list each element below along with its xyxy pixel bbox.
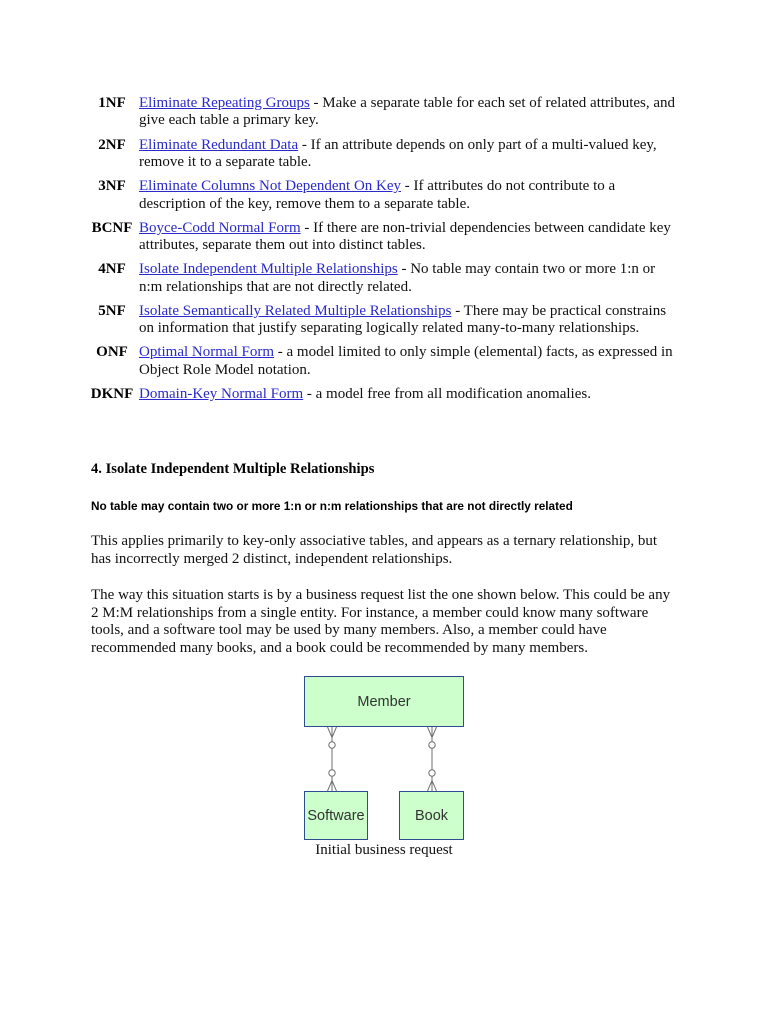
normal-form-definition (139, 386, 679, 403)
normal-form-link[interactable]: Domain-Key Normal Form (139, 386, 304, 403)
normal-form-link[interactable]: Eliminate Repeating Groups (139, 95, 310, 111)
normal-form-row-1nf (90, 95, 690, 130)
normal-form-label: 2NF (98, 136, 126, 153)
normal-form-link[interactable]: Optimal Normal Form (139, 344, 274, 361)
normal-form-definition (139, 137, 679, 172)
section-paragraph: This applies primarily to key-only associative tables, and appears as a ternary relationship, but has incorrectly merged 2 distinct, independent relationships. (91, 533, 658, 567)
member-end-optional-circle-icon (429, 742, 435, 748)
section-heading: 4. Isolate Independent Multiple Relationships (91, 461, 375, 477)
normal-form-description: - If an attribute depends on only part of a multi-valued key, remove it to a separate table. (139, 136, 657, 170)
normal-form-row-bcnf (90, 220, 690, 255)
normal-form-definition (139, 303, 679, 338)
normal-form-row-dknf (90, 386, 690, 403)
normal-form-description: - a model limited to only simple (elemental) facts, as expressed in Object Role Model notation. (139, 344, 673, 378)
book-entity-box (399, 791, 464, 840)
normal-form-row-4nf (90, 261, 690, 296)
book-entity-label: Book (414, 807, 449, 824)
normal-forms-list (90, 95, 690, 410)
normal-form-link[interactable]: Boyce-Codd Normal Form (139, 219, 301, 236)
normal-form-link[interactable]: Eliminate Redundant Data (139, 136, 299, 153)
normal-form-row-3nf (90, 178, 690, 213)
normal-form-description: - If attributes do not contribute to a description of the key, remove them to a separate table. (139, 178, 616, 212)
software-entity-label: Software (307, 807, 365, 824)
normal-form-row-onf (90, 344, 690, 379)
normal-form-description: - No table may contain two or more 1:n or n:m relationships that are not directly related. (139, 261, 656, 295)
relationship-connectors (300, 725, 470, 795)
normal-form-row-5nf (90, 303, 690, 338)
normal-form-label: BCNF (91, 219, 133, 236)
normal-form-definition (139, 178, 679, 213)
normal-form-description: - Make a separate table for each set of related attributes, and give each table a primary key. (139, 95, 676, 129)
normal-form-description: - a model free from all modification anomalies. (306, 386, 591, 403)
member-end-optional-circle-icon (329, 742, 335, 748)
normal-form-link[interactable]: Isolate Semantically Related Multiple Relationships (139, 302, 452, 319)
book-end-optional-circle-icon (429, 770, 435, 776)
normal-form-label: 3NF (98, 178, 126, 195)
section-paragraph: The way this situation starts is by a business request list the one shown below. This could be any 2 M:M relationships from a single entity. For instance, a member could know many software tools, and a software tool may be used by many members. Also, a member could have recommended many books, and a book could be recommended by many members. (91, 587, 671, 657)
normal-form-label: 1NF (98, 95, 126, 111)
diagram-caption: Initial business request (315, 842, 453, 858)
normal-form-definition (139, 261, 679, 296)
normal-form-row-2nf (90, 137, 690, 172)
member-entity-box (304, 676, 464, 727)
normal-form-description: - There may be practical constrains on information that justify separating logically related many-to-many relationships. (139, 302, 667, 337)
normal-form-definition (139, 95, 679, 130)
software-entity-box (304, 791, 368, 840)
member-entity-label: Member (357, 693, 411, 710)
section-subheading: No table may contain two or more 1:n or n:m relationships that are not directly related (91, 499, 573, 513)
normal-form-link[interactable]: Isolate Independent Multiple Relationships (139, 261, 398, 278)
normal-form-description: - If there are non-trivial dependencies between candidate key attributes, separate them out into distinct tables. (139, 219, 671, 254)
normal-form-definition (139, 344, 679, 379)
software-end-optional-circle-icon (329, 770, 335, 776)
normal-form-label: DKNF (90, 386, 134, 403)
normal-form-definition (139, 220, 679, 255)
normal-form-link[interactable]: Eliminate Columns Not Dependent On Key (139, 178, 402, 195)
normal-form-label: 5NF (98, 302, 126, 319)
normal-form-label: ONF (96, 344, 128, 361)
normal-form-label: 4NF (98, 261, 126, 278)
